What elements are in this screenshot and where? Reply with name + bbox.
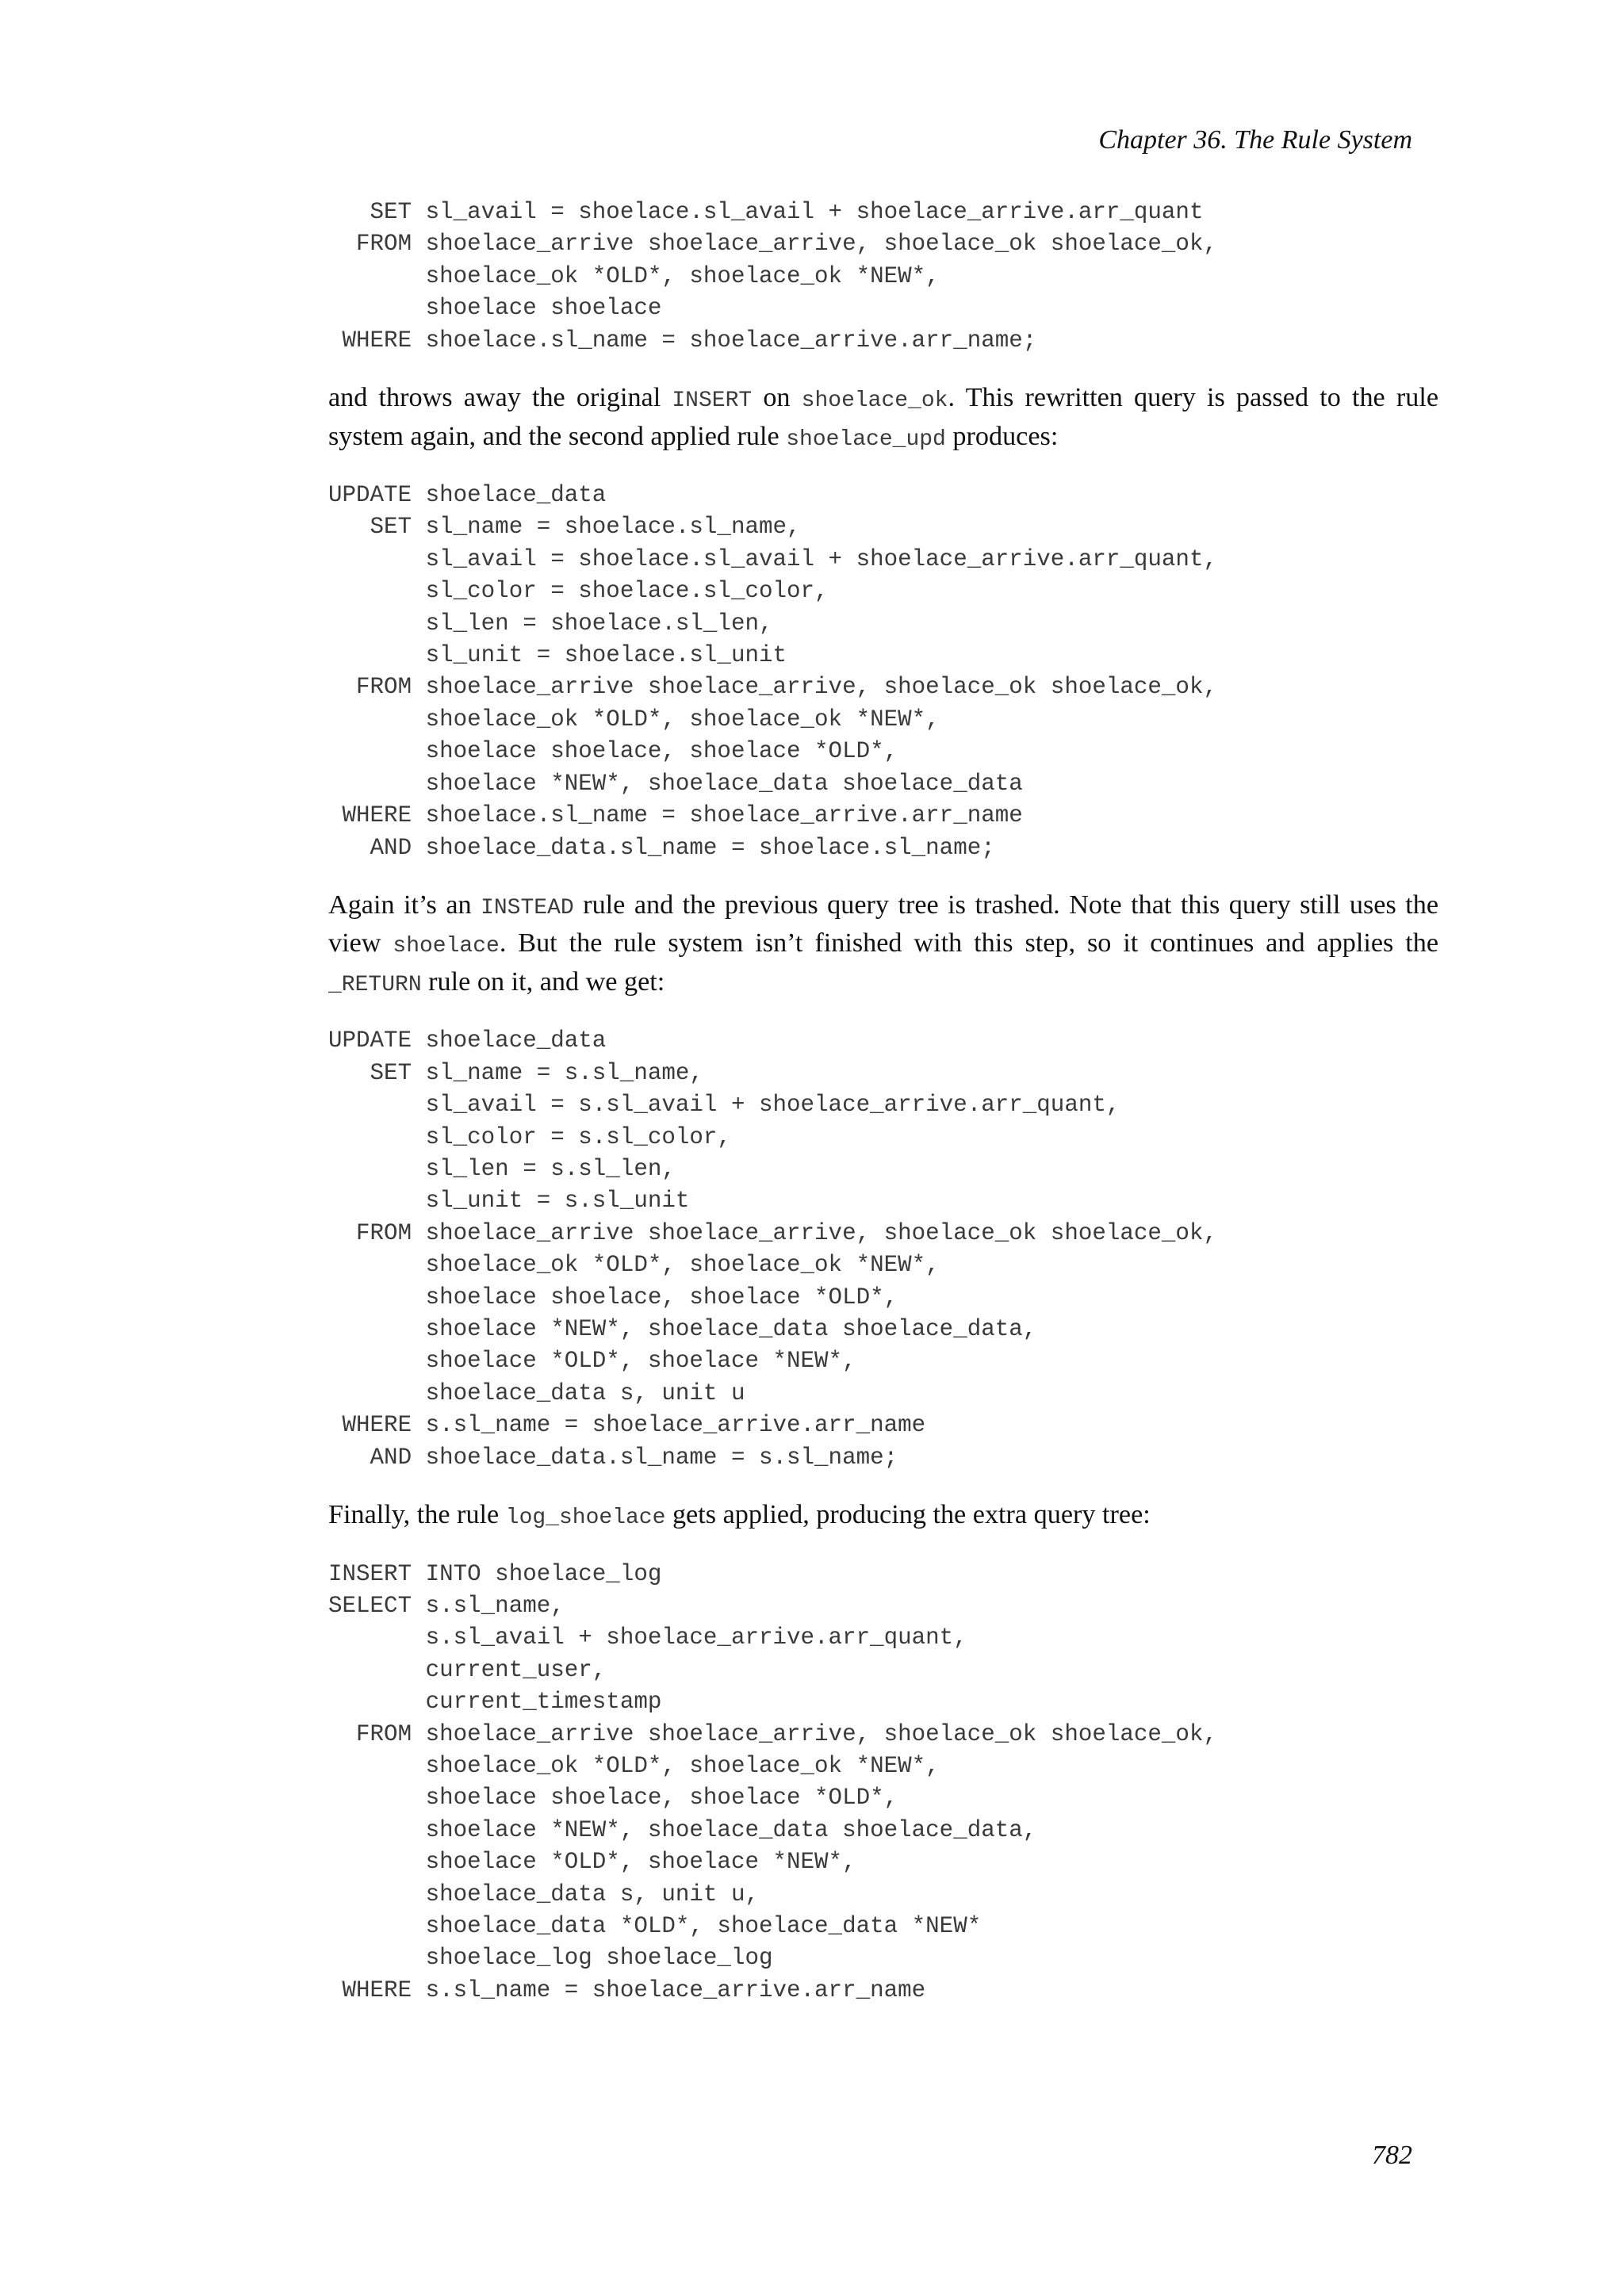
paragraph-log-shoelace xyxy=(328,1498,1438,1536)
inline-code: INSTEAD xyxy=(481,895,574,920)
page-body xyxy=(328,197,1438,2007)
paragraph-text: . This rewritten query is passed to the rule system again, and the second applied rule xyxy=(328,383,1439,451)
paragraph-text: and throws away the original xyxy=(328,383,672,413)
paragraph-text: on xyxy=(752,383,802,413)
paragraph-shoelace-upd xyxy=(328,381,1438,457)
paragraph-instead-rule xyxy=(328,888,1438,1004)
inline-code: shoelace_upd xyxy=(786,427,946,452)
paragraph-text: rule on it, and we get: xyxy=(421,966,665,997)
paragraph-text: Again it’s an xyxy=(328,890,481,920)
inline-code: log_shoelace xyxy=(505,1506,666,1531)
code-block-update-return-rule: UPDATE shoelace_data SET sl_name = s.sl_name, sl_avail = s.sl_avail + shoelace_arrive.arr_quant, sl_color = s.sl_color, sl_len = s.sl_len, sl_unit = s.sl_unit FROM shoelace_arrive shoelace_arrive, shoelace_ok shoelace_ok, shoelace_ok *OLD*, shoelace_ok *NEW*, shoelace shoelace, shoelace *OLD*, shoelace *NEW*, shoelace_data shoelace_data, shoelace *OLD*, shoelace *NEW*, shoelace_data s, unit u WHERE s.sl_name = shoelace_arrive.arr_name AND shoelace_data.sl_name = s.sl_name; xyxy=(328,1027,1217,1471)
paragraph-text: produces: xyxy=(945,421,1059,451)
paragraph-text: Finally, the rule xyxy=(328,1500,506,1530)
paragraph-text: gets applied, producing the extra query tree: xyxy=(665,1500,1151,1530)
code-block-update-shoelace-data: UPDATE shoelace_data SET sl_name = shoelace.sl_name, sl_avail = shoelace.sl_avail + shoelace_arrive.arr_quant, sl_color = shoelace.sl_color, sl_len = shoelace.sl_len, sl_unit = shoelace.sl_unit FROM shoelace_arrive shoelace_arrive, shoelace_ok shoelace_ok, shoelace_ok *OLD*, shoelace_ok *NEW*, shoelace shoelace, shoelace *OLD*, shoelace *NEW*, shoelace_data shoelace_data WHERE shoelace.sl_name = shoelace_arrive.arr_name AND shoelace_data.sl_name = shoelace.sl_name; xyxy=(328,482,1217,861)
inline-code: shoelace xyxy=(393,934,500,959)
inline-code: _RETURN xyxy=(328,972,422,997)
page-number: 782 xyxy=(1372,2141,1412,2170)
running-header: Chapter 36. The Rule System xyxy=(1098,125,1412,155)
paragraph-text: rule and the previous query tree is trashed. Note that this query still uses the view xyxy=(328,890,1438,959)
inline-code: shoelace_ok xyxy=(801,388,948,414)
code-block-insert-shoelace-log: INSERT INTO shoelace_log SELECT s.sl_name, s.sl_avail + shoelace_arrive.arr_quant, current_user, current_timestamp FROM shoelace_arrive shoelace_arrive, shoelace_ok shoelace_ok, shoelace_ok *OLD*, shoelace_ok *NEW*, shoelace shoelace, shoelace *OLD*, shoelace *NEW*, shoelace_data shoelace_data, shoelace *OLD*, shoelace *NEW*, shoelace_data s, unit u, shoelace_data *OLD*, shoelace_data *NEW* shoelace_log shoelace_log WHERE s.sl_name = shoelace_arrive.arr_name xyxy=(328,1560,1217,2003)
code-block-update-shoelace-ok: SET sl_avail = shoelace.sl_avail + shoelace_arrive.arr_quant FROM shoelace_arrive shoelace_arrive, shoelace_ok shoelace_ok, shoelace_ok *OLD*, shoelace_ok *NEW*, shoelace shoelace WHERE shoelace.sl_name = shoelace_arrive.arr_name; xyxy=(342,199,1217,354)
paragraph-text: . But the rule system isn’t finished with this step, so it continues and applies the xyxy=(499,928,1438,959)
inline-code: INSERT xyxy=(672,388,753,414)
